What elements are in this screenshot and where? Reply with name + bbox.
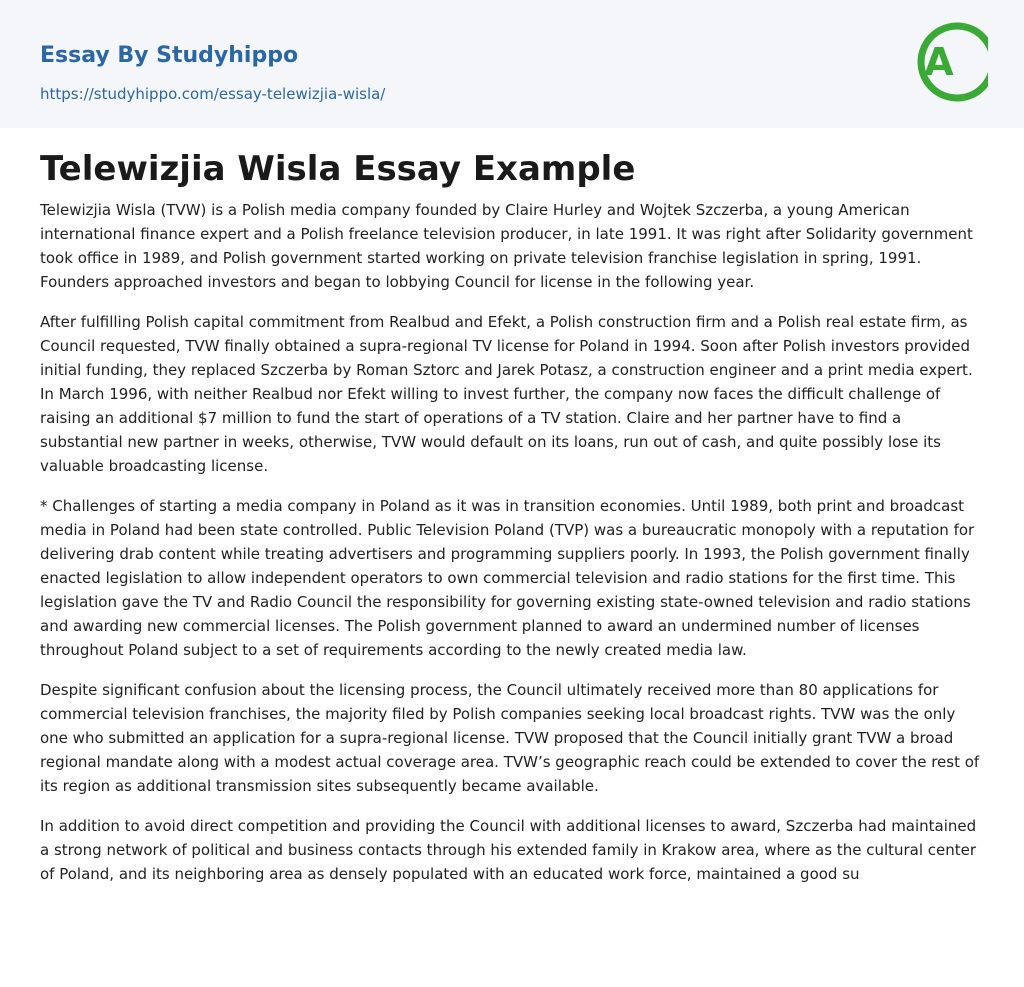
- article-paragraph-3: * Challenges of starting a media company in Poland as it was in transition economies. Until 1989, both print and broadcast media in Poland had been state controlled. Public Television Poland (TVP) was a bureaucratic monopoly with a reputation for delivering drab content while treating advertisers and programming suppliers poorly. In 1993, the Polish government finally enacted legislation to allow independent operators to own commercial television and radio stations for the first time. This legislation gave the TV and Radio Council the responsibility for governing existing state-owned television and radio stations and awarding new commercial licenses. The Polish government planned to award an undermined number of licenses throughout Poland subject to a set of requirements according to the newly created media law.: [40, 497, 975, 659]
- studyhippo-a-logo-icon[interactable]: [910, 18, 988, 106]
- logo-letter: A: [924, 40, 954, 84]
- article-paragraph-1: Telewizjia Wisla (TVW) is a Polish media company founded by Claire Hurley and Wojtek Szczerba, a young American international finance expert and a Polish freelance television producer, in late 1991. It was right after Solidarity government took office in 1989, and Polish government started working on private television franchise legislation in spring, 1991. Founders approached investors and began to lobbying Council for license in the following year.: [40, 201, 973, 291]
- page-url-link[interactable]: https://studyhippo.com/essay-telewizjia-wisla/: [40, 85, 386, 103]
- article-title: Telewizjia Wisla Essay Example: [40, 149, 636, 189]
- site-header: [0, 0, 1024, 128]
- site-brand[interactable]: Essay By Studyhippo: [40, 43, 299, 68]
- article-paragraph-4: Despite significant confusion about the licensing process, the Council ultimately received more than 80 applications for commercial television franchises, the majority filed by Polish companies seeking local broadcast rights. TVW was the only one who submitted an application for a supra-regional license. TVW proposed that the Council initially grant TVW a broad regional mandate along with a modest actual coverage area. TVW’s geographic reach could be extended to cover the rest of its region as additional transmission sites subsequently became available.: [40, 681, 980, 795]
- article: [40, 148, 986, 902]
- article-paragraph-2: After fulfilling Polish capital commitment from Realbud and Efekt, a Polish construction firm and a Polish real estate firm, as Council requested, TVW finally obtained a supra-regional TV license for Poland in 1994. Soon after Polish investors provided initial funding, they replaced Szczerba by Roman Sztorc and Jarek Potasz, a construction engineer and a print media expert. In March 1996, with neither Realbud nor Efekt willing to invest further, the company now faces the difficult challenge of raising an additional $7 million to fund the start of operations of a TV station. Claire and her partner have to find a substantial new partner in weeks, otherwise, TVW would default on its loans, run out of cash, and quite possibly lose its valuable broadcasting license.: [40, 313, 973, 475]
- article-paragraph-5: In addition to avoid direct competition and providing the Council with additional licenses to award, Szczerba had maintained a strong network of political and business contacts through his extended family in Krakow area, where as the cultural center of Poland, and its neighboring area as densely populated with an educated work force, maintained a good su: [40, 817, 977, 883]
